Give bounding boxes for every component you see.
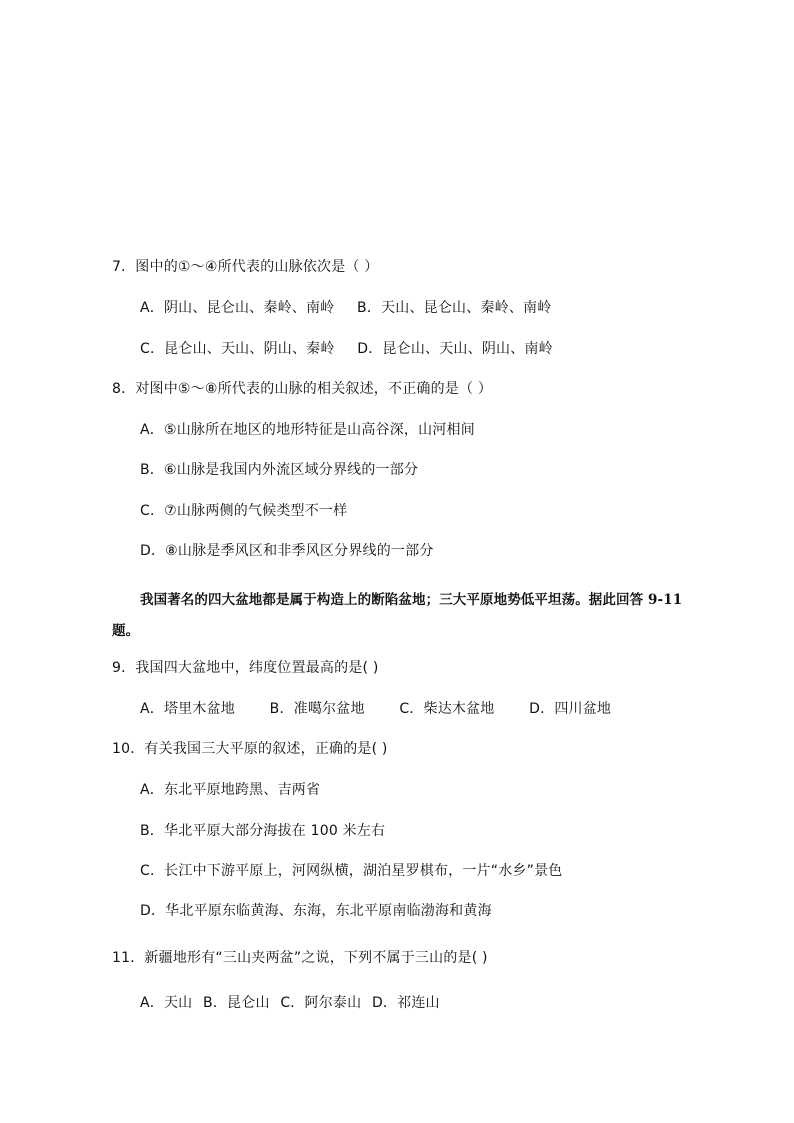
passage-intro-line-2: 题。 xyxy=(112,623,140,639)
question-7-options-row-2 xyxy=(140,339,553,359)
question-10-option-b: B．华北平原大部分海拔在 100 米左右 xyxy=(140,823,386,839)
question-9-option-d: D．四川盆地 xyxy=(529,701,612,717)
question-7-option-d: D．昆仑山、天山、阴山、南岭 xyxy=(357,341,553,357)
question-10-option-d: D．华北平原东临黄海、东海，东北平原南临渤海和黄海 xyxy=(140,903,492,919)
question-11-stem: 11．新疆地形有“三山夹两盆”之说，下列不属于三山的是( ) xyxy=(112,950,488,966)
question-9-option-a: A．塔里木盆地 xyxy=(140,701,235,717)
question-9-option-c: C．柴达木盆地 xyxy=(399,701,495,717)
question-7-option-b: B．天山、昆仑山、秦岭、南岭 xyxy=(357,300,552,316)
question-10-option-a: A．东北平原地跨黑、吉两省 xyxy=(140,782,321,798)
question-7-stem: 7．图中的①～④所代表的山脉依次是（ ） xyxy=(112,259,379,275)
question-8-option-d: D．⑧山脉是季风区和非季风区分界线的一部分 xyxy=(140,543,434,559)
question-10-option-c: C．长江中下游平原上，河网纵横，湖泊星罗棋布，一片“水乡”景色 xyxy=(140,863,563,879)
question-11-option-c: C．阿尔泰山 xyxy=(280,995,362,1011)
question-7-option-c: C．昆仑山、天山、阴山、秦岭 xyxy=(140,341,335,357)
question-11-options-row xyxy=(140,993,440,1013)
question-11-option-a: A．天山 xyxy=(140,995,193,1011)
question-7-options-row-1 xyxy=(140,298,551,318)
question-7-option-a: A．阴山、昆仑山、秦岭、南岭 xyxy=(140,300,335,316)
question-8-option-c: C．⑦山脉两侧的气候类型不一样 xyxy=(140,503,348,519)
question-11-option-d: D．祁连山 xyxy=(371,995,440,1011)
question-9-option-b: B．准噶尔盆地 xyxy=(269,701,365,717)
question-11-option-b: B．昆仑山 xyxy=(203,995,270,1011)
question-8-stem: 8．对图中⑤～⑧所代表的山脉的相关叙述，不正确的是（ ） xyxy=(112,381,493,397)
question-10-stem: 10．有关我国三大平原的叙述，正确的是( ) xyxy=(112,741,388,757)
question-8-option-b: B．⑥山脉是我国内外流区域分界线的一部分 xyxy=(140,462,419,478)
question-9-stem: 9．我国四大盆地中，纬度位置最高的是( ) xyxy=(112,660,379,676)
passage-intro-line-1: 我国著名的四大盆地都是属于构造上的断陷盆地；三大平原地势低平坦荡。据此回答 9-11 xyxy=(140,592,683,608)
question-8-option-a: A．⑤山脉所在地区的地形特征是山高谷深，山河相间 xyxy=(140,422,475,438)
question-9-options-row xyxy=(140,699,611,719)
